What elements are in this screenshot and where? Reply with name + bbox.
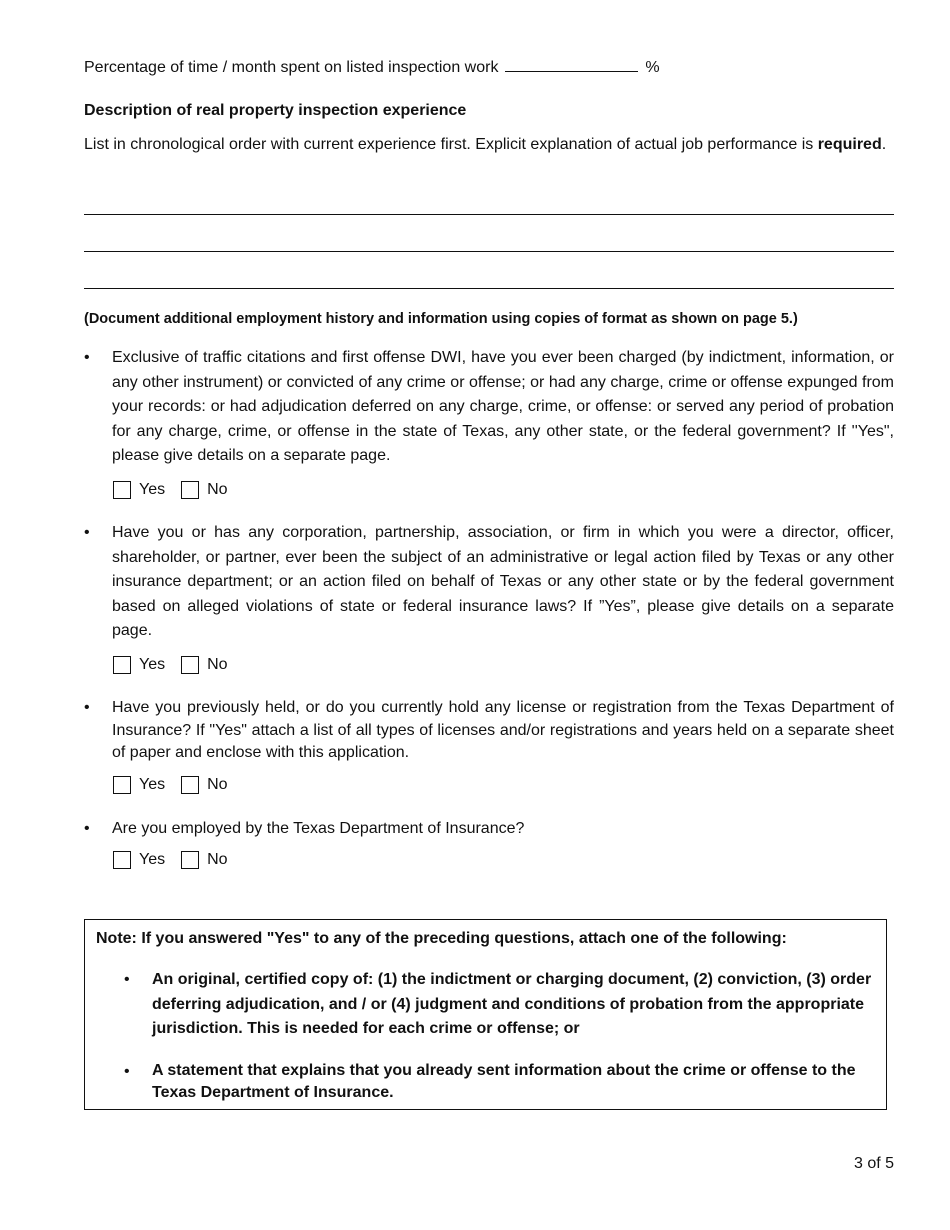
answer-prior-license	[113, 774, 244, 796]
no-label: No	[207, 776, 228, 793]
note-box	[84, 919, 887, 1110]
description-heading: Description of real property inspection experience	[84, 102, 467, 119]
answer-administrative-action	[113, 654, 244, 676]
yes-label: Yes	[139, 481, 166, 498]
percentage-row	[84, 56, 660, 80]
question-text: Have you or has any corporation, partnership, association, or firm in which you were a director, officer, shareholder, or partner, ever been the subject of an administrative or legal action filed by Texas or any other insurance department; or an action filed on behalf of Texas or any other state or by the federal government based on alleged violations of state or federal insurance laws? If ”Yes”, please give details on a separate page.	[112, 524, 894, 639]
yes-label: Yes	[139, 776, 166, 793]
note-item-text: An original, certified copy of: (1) the indictment or charging document, (2) conviction, (3) order deferring adjudication, and / or (4) judgment and conditions of probation from the appropriate jurisdiction. This is needed for each crime or offense; or	[152, 971, 872, 1037]
description-instructions	[84, 133, 894, 157]
yes-checkbox[interactable]	[113, 481, 131, 499]
no-label: No	[207, 481, 228, 498]
no-label: No	[207, 656, 228, 673]
no-label: No	[207, 851, 228, 868]
experience-line-1[interactable]	[84, 214, 894, 215]
percentage-input-line[interactable]	[505, 56, 638, 72]
yes-label: Yes	[139, 656, 166, 673]
yes-checkbox[interactable]	[113, 776, 131, 794]
employment-history-note: (Document additional employment history and information using copies of format as shown on page 5.)	[84, 311, 798, 327]
question-tdi-employment	[84, 817, 894, 842]
note-item-certified-copy	[124, 968, 874, 1042]
note-heading: Note: If you answered "Yes" to any of the preceding questions, attach one of the following:	[96, 930, 787, 947]
no-checkbox[interactable]	[181, 481, 199, 499]
question-administrative-action	[84, 521, 894, 644]
percentage-unit: %	[645, 59, 660, 76]
bullet-icon: •	[124, 971, 130, 988]
question-text: Have you previously held, or do you currently hold any license or registration from the Texas Department of Insurance? If "Yes" attach a list of all types of licenses and/or registrations and years held on a separate sheet of paper and enclose with this application.	[112, 699, 894, 761]
question-criminal-history	[84, 346, 894, 469]
instructions-period: .	[881, 136, 887, 153]
bullet-icon: •	[84, 349, 90, 366]
no-checkbox[interactable]	[181, 776, 199, 794]
no-checkbox[interactable]	[181, 851, 199, 869]
experience-line-3[interactable]	[84, 288, 894, 289]
bullet-icon: •	[84, 524, 90, 541]
instructions-text: List in chronological order with current experience first. Explicit explanation of actual job performance is	[84, 136, 818, 153]
form-page	[84, 0, 894, 1230]
bullet-icon: •	[124, 1063, 130, 1080]
experience-line-2[interactable]	[84, 251, 894, 252]
yes-checkbox[interactable]	[113, 656, 131, 674]
question-text: Exclusive of traffic citations and first offense DWI, have you ever been charged (by indictment, information, or any other instrument) or convicted of any crime or offense; or had any charge, crime or offense expunged from your records: or had adjudication deferred on any charge, crime, or offense: or served any period of probation for any charge, crime, or offense in the state of Texas, any other state, or the federal government? If ''Yes", please give details on a separate page.	[112, 349, 894, 464]
bullet-icon: •	[84, 699, 90, 716]
answer-tdi-employment	[113, 849, 244, 871]
question-text: Are you employed by the Texas Department of Insurance?	[112, 820, 525, 837]
no-checkbox[interactable]	[181, 656, 199, 674]
note-item-text: A statement that explains that you already sent information about the crime or offense to the Texas Department of Insurance.	[152, 1062, 856, 1101]
page-number: 3 of 5	[853, 1155, 894, 1172]
instructions-required: required	[817, 136, 882, 153]
answer-criminal-history	[113, 479, 244, 501]
percentage-label: Percentage of time / month spent on listed inspection work	[84, 59, 499, 76]
yes-label: Yes	[139, 851, 166, 868]
yes-checkbox[interactable]	[113, 851, 131, 869]
bullet-icon: •	[84, 820, 90, 837]
note-item-statement	[124, 1060, 874, 1104]
question-prior-license	[84, 697, 894, 765]
